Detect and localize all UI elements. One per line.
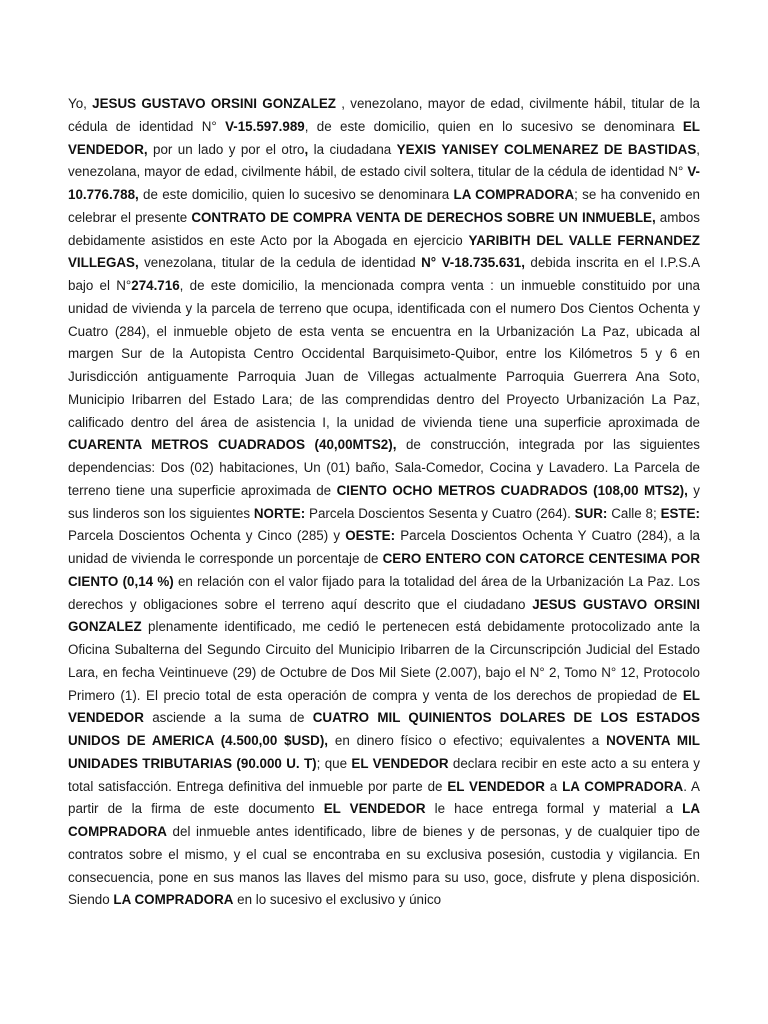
bold-text-run: OESTE: (345, 528, 396, 544)
text-run: . A partir de la firma de este documento (68, 778, 700, 817)
text-run: asciende a la suma de (143, 710, 313, 726)
text-run: a (544, 778, 563, 794)
bold-text-run: LA COMPRADORA (562, 778, 684, 794)
text-run: , venezolana, mayor de edad, civilmente hábil, de estado civil soltera, titular de la cédula de identidad N° (68, 141, 701, 180)
text-run: por un lado y por el otro (147, 141, 305, 157)
bold-text-run: CIENTO OCHO METROS CUADRADOS (108,00 MTS2), (336, 482, 688, 498)
bold-text-run: LA COMPRADORA (113, 892, 234, 908)
text-run: plenamente identificado, me cedió le pertenecen está debidamente protocolizado ante la Oficina Subalterna del Segundo Circuito del Municipio Iribarren de la Circunscripción Judicial del Estado Lara, en fecha Veintinueve (29) de Octubre de Dos Mil Siete (2.007), bajo el N° 2, Tomo N° 12, Protocolo Primero (1). El precio total de esta operación de compra y venta de los derechos de propiedad de (68, 619, 700, 703)
bold-text-run: , (304, 141, 309, 157)
text-run: en lo sucesivo el exclusivo y único (233, 892, 442, 908)
text-run: en dinero físico o efectivo; equivalentes a (328, 733, 607, 748)
bold-text-run: V-10.776.788, (68, 164, 700, 202)
text-run: venezolana, titular de la cedula de identidad (138, 255, 422, 271)
bold-text-run: EL VENDEDOR (447, 778, 545, 794)
bold-text-run: CONTRATO DE COMPRA VENTA DE DERECHOS SOBRE UN INMUEBLE, (191, 209, 656, 225)
bold-text-run: EL VENDEDOR (351, 755, 449, 771)
text-run: , de este domicilio, quien en lo sucesivo se denominara (304, 118, 683, 134)
text-run: , venezolano, mayor de edad, civilmente hábil, titular de la cédula de identidad N° (68, 96, 700, 134)
text-run: Parcela Doscientos Ochenta y Cinco (285) y (68, 528, 346, 544)
bold-text-run: ESTE: (660, 505, 700, 521)
bold-text-run: N° V-18.735.631, (421, 255, 525, 271)
bold-text-run: 274.716 (131, 278, 180, 293)
text-run: del inmueble antes identificado, libre de bienes y de personas, y de cualquier tipo de contratos sobre el mismo, y el cual se encontraba en su exclusiva posesión, custodia y vigilancia. En consecuencia, pone en sus manos las llaves del mismo para su uso, goce, disfrute y plena disposición. Siendo (68, 824, 700, 908)
text-run: debida inscrita en el I.P.S.A bajo el N° (68, 255, 701, 293)
bold-text-run: CERO ENTERO CON CATORCE CENTESIMA POR CIENTO (0,14 %) (68, 551, 700, 589)
bold-text-run: NOVENTA MIL UNIDADES TRIBUTARIAS (90.000 U. T) (68, 733, 700, 771)
bold-text-run: YEXIS YANISEY COLMENAREZ DE BASTIDAS (396, 141, 697, 157)
text-run: declara recibir en este acto a su entera y total satisfacción. Entrega definitiva del inmueble por parte de (68, 755, 700, 794)
text-run: Parcela Doscientos Sesenta y Cuatro (264). (305, 505, 575, 521)
text-run: ambos debidamente asistidos en este Acto por la Abogada en ejercicio (68, 209, 700, 248)
bold-text-run: NORTE: (253, 505, 306, 521)
bold-text-run: LA COMPRADORA (68, 801, 700, 839)
bold-text-run: JESUS GUSTAVO ORSINI GONZALEZ (92, 96, 336, 111)
text-run: Parcela Doscientos Ochenta Y Cuatro (284), a la unidad de vivienda le corresponde un porcentaje de (68, 528, 701, 566)
bold-text-run: EL VENDEDOR (323, 801, 426, 817)
bold-text-run: SUR: (574, 505, 608, 521)
text-run: de construcción, integrada por las siguientes dependencias: Dos (02) habitaciones, Un (01) baño, Sala-Comedor, Cocina y Lavadero. La Parcela de terreno tiene una superficie aproximada de (68, 437, 700, 498)
bold-text-run: CUATRO MIL QUINIENTOS DOLARES DE LOS ESTADOS UNIDOS DE AMERICA (4.500,00 $USD), (68, 710, 700, 748)
bold-text-run: JESUS GUSTAVO ORSINI GONZALEZ (68, 596, 700, 635)
text-run: ; que (316, 755, 352, 771)
bold-text-run: YARIBITH DEL VALLE FERNANDEZ VILLEGAS, (68, 232, 700, 271)
bold-text-run: V-15.597.989 (225, 118, 305, 134)
text-run: de este domicilio, quien lo sucesivo se denominara (138, 187, 454, 202)
text-run: en relación con el valor fijado para la totalidad del área de la Urbanización La Paz. Los derechos y obligaciones sobre el terreno aquí descrito que el ciudadano (68, 573, 700, 612)
text-run: Calle 8; (607, 505, 661, 521)
text-run: ; se ha convenido en celebrar el presente (68, 187, 700, 225)
text-run: , de este domicilio, la mencionada compra venta : un inmueble constituido por una unidad de vivienda y la parcela de terreno que ocupa, identificada con el numero Dos Cientos Ochenta y Cuatro (284), el inmueble objeto de esta venta se encuentra en la Urbanización La Paz, ubicada al margen Sur de la Autopista Centro Occidental Barquisimeto-Quibor, entre los Kilómetros 5 y 6 en Jurisdicción antiguamente Parroquia Juan de Villegas actualmente Parroquia Guerrera Ana Soto, Municipio Iribarren del Estado Lara; de las comprendidas dentro del Proyecto Urbanización La Paz, calificado dentro del área de asistencia I, la unidad de vivienda tiene una superficie aproximada de (68, 278, 700, 430)
contract-paragraph (68, 93, 700, 912)
bold-text-run: LA COMPRADORA (453, 187, 575, 202)
bold-text-run: EL VENDEDOR, (68, 118, 700, 157)
bold-text-run: EL VENDEDOR (68, 687, 700, 726)
text-run: y sus linderos son los siguientes (68, 482, 701, 521)
text-run: Yo, (68, 96, 93, 111)
text-run: la ciudadana (308, 141, 397, 157)
bold-text-run: CUARENTA METROS CUADRADOS (40,00MTS2), (68, 437, 397, 453)
text-run: le hace entrega formal y material a (425, 801, 683, 817)
document-page (68, 93, 700, 912)
